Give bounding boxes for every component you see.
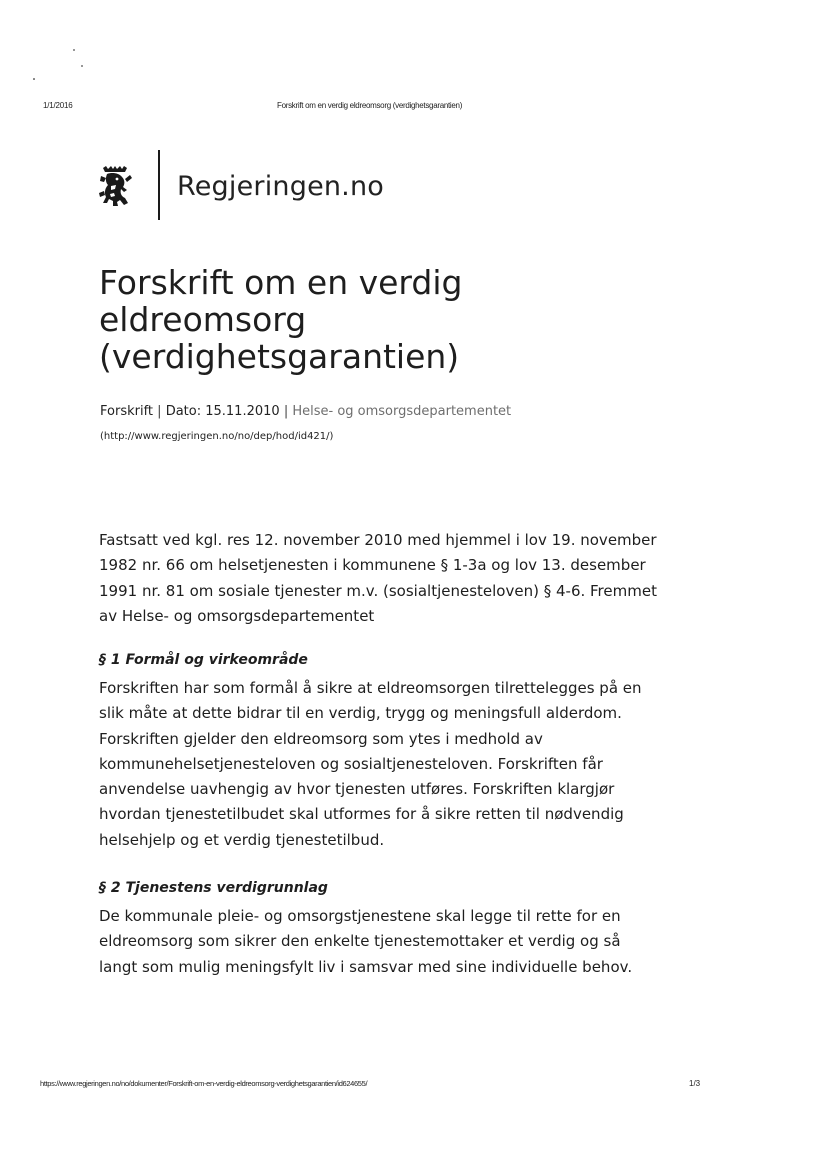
section-heading: § 2 Tjenestens verdigrunnlag <box>99 880 328 896</box>
meta-department-link[interactable]: Helse- og omsorgsdepartementet <box>292 404 512 419</box>
title-line: Forskrift om en verdig <box>99 263 463 302</box>
meta-separator: | <box>283 404 289 419</box>
print-header <box>0 101 828 115</box>
document-meta <box>100 404 511 419</box>
scan-speck <box>73 49 75 51</box>
title-line: (verdighetsgarantien) <box>99 337 460 376</box>
meta-type[interactable]: Forskrift <box>100 404 154 419</box>
scan-speck <box>81 65 83 67</box>
department-url: (http://www.regjeringen.no/no/dep/hod/id421/) <box>100 431 334 442</box>
print-date: 1/1/2016 <box>43 101 73 110</box>
site-logo[interactable] <box>98 150 418 220</box>
meta-separator: | <box>157 404 162 419</box>
page-title <box>99 264 599 375</box>
section-body: De kommunale pleie- og omsorgstjenestene skal legge til rette for en eldreomsorg som sikrer den enkelte tjenestemottaker et verdig og så langt som mulig meningsfylt liv i samsvar med sine individuelle behov. <box>99 907 633 976</box>
site-name[interactable]: Regjeringen.no <box>177 171 385 202</box>
norwegian-lion-crest-icon <box>98 166 132 206</box>
intro-paragraph: Fastsatt ved kgl. res 12. november 2010 med hjemmel i lov 19. november 1982 nr. 66 om helsetjenesten i kommunene § 1-3a og lov 13. desember 1991 nr. 81 om sosiale tjenester m.v. (sosialtjenesteloven) § 4-6. Fremmet av Helse- og omsorgsdepartementet <box>99 531 657 625</box>
page-number: 1/3 <box>689 1079 701 1088</box>
print-title: Forskrift om en verdig eldreomsorg (verdighetsgarantien) <box>277 101 463 110</box>
print-footer <box>0 1079 828 1093</box>
title-line: eldreomsorg <box>99 300 307 339</box>
section-body: Forskriften har som formål å sikre at eldreomsorgen tilrettelegges på en slik måte at dette bidrar til en verdig, trygg og meningsfull alderdom. Forskriften gjelder den eldreomsorg som ytes i medhold av kommunehelsetjenesteloven og sosialtjenesteloven. Forskriften får anvendelse uavhengig av hvor tjenesten utføres. Forskriften klargjør hvordan tjenestetilbudet skal utformes for å sikre retten til nødvendig helsehjelp og et verdig tjenestetilbud. <box>99 679 642 849</box>
meta-date: Dato: 15.11.2010 <box>165 404 280 419</box>
section-heading: § 1 Formål og virkeområde <box>99 652 308 668</box>
logo-divider <box>158 150 160 220</box>
footer-url: https://www.regjeringen.no/no/dokumenter/Forskrift-om-en-verdig-eldreomsorg-verdighetsgarantien/id624655/ <box>40 1079 368 1088</box>
scan-speck <box>33 78 35 80</box>
